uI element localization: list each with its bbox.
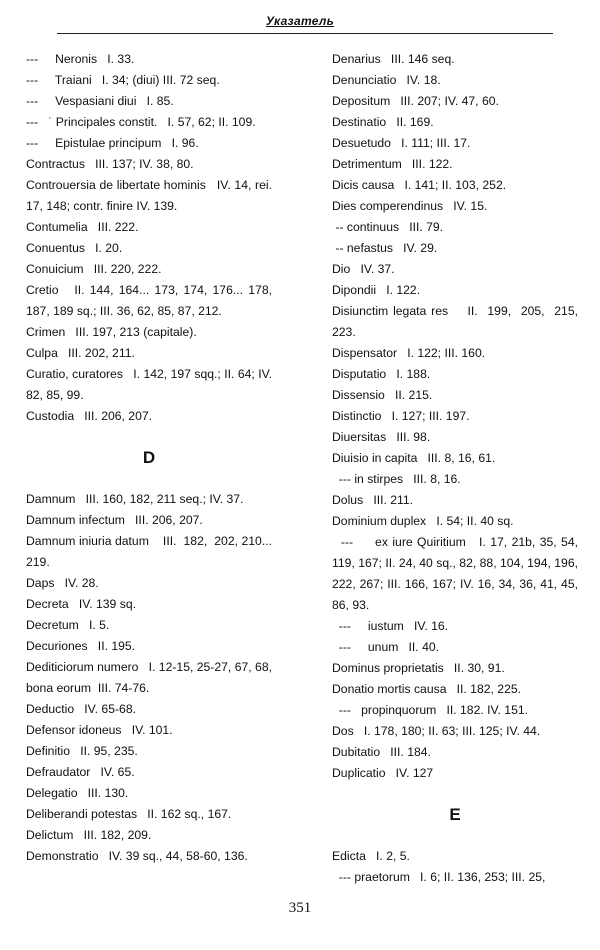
index-entry: --- unum II. 40. xyxy=(332,640,440,654)
index-entry: Delegatio III. 130. xyxy=(26,786,129,800)
index-entry: --- Epistulae principum I. 96. xyxy=(26,136,199,150)
index-entry: Desuetudo I. 111; III. 17. xyxy=(332,136,471,150)
index-entry: Contractus III. 137; IV. 38, 80. xyxy=(26,157,194,171)
index-entry: Conuentus I. 20. xyxy=(26,241,123,255)
right-entries-a xyxy=(332,49,582,784)
index-entry: Dediticiorum numero I. 12-15, 25-27, 67, 68, bona eorum III. 74-76. xyxy=(26,660,276,695)
index-entry: Deliberandi potestas II. 162 sq., 167. xyxy=(26,807,232,821)
index-entry: Controuersia de libertate hominis IV. 14, rei. 17, 148; contr. finire IV. 139. xyxy=(26,178,276,213)
index-entry: Daps IV. 28. xyxy=(26,576,99,590)
letter-heading-d: D xyxy=(142,448,156,467)
index-entry: Dio IV. 37. xyxy=(332,262,395,276)
index-entry: Donatio mortis causa II. 182, 225. xyxy=(332,682,522,696)
index-entry: Crimen III. 197, 213 (capitale). xyxy=(26,325,197,339)
index-entry: Delictum III. 182, 209. xyxy=(26,828,152,842)
index-entry: Damnum iniuria datum III. 182, 202, 210... 219. xyxy=(26,534,276,569)
index-entry: Decreta IV. 139 sq. xyxy=(26,597,136,611)
right-column xyxy=(332,49,582,888)
index-entry: Diuisio in capita III. 8, 16, 61. xyxy=(332,451,496,465)
index-entry: Deductio IV. 65-68. xyxy=(26,702,136,716)
index-entry: Diuersitas III. 98. xyxy=(332,430,431,444)
index-entry: Cretio II. 144, 164... 173, 174, 176... 178, 187, 189 sq.; III. 36, 62, 85, 87, 212. xyxy=(26,283,276,318)
index-entry: Dies comperendinus IV. 15. xyxy=(332,199,488,213)
index-entry: Disputatio I. 188. xyxy=(332,367,431,381)
index-entry: --- ˙ Principales constit. I. 57, 62; II. 109. xyxy=(26,115,256,129)
index-entry: Defensor idoneus IV. 101. xyxy=(26,723,173,737)
index-entry: -- continuus III. 79. xyxy=(332,220,444,234)
index-entry: -- nefastus IV. 29. xyxy=(332,241,438,255)
running-header: Указатель xyxy=(265,14,335,28)
index-entry: --- in stirpes III. 8, 16. xyxy=(332,472,461,486)
index-entry: Definitio II. 95, 235. xyxy=(26,744,138,758)
index-entry: Edicta I. 2, 5. xyxy=(332,849,410,863)
index-entry: Dipondii I. 122. xyxy=(332,283,421,297)
index-entry: Decretum I. 5. xyxy=(26,618,110,632)
index-entry: Conuicium III. 220, 222. xyxy=(26,262,162,276)
right-entries-b xyxy=(332,846,578,888)
index-entry: Dolus III. 211. xyxy=(332,493,414,507)
index-entry: --- praetorum I. 6; II. 136, 253; III. 25, xyxy=(332,870,546,884)
index-entry: Custodia III. 206, 207. xyxy=(26,409,153,423)
letter-heading-e: E xyxy=(449,805,461,824)
index-entry: Disiunctim legata res II. 199, 205, 215, 223. xyxy=(332,304,582,339)
left-entries-b xyxy=(26,489,276,867)
index-entry: --- Neronis I. 33. xyxy=(26,52,135,66)
page-number: 351 xyxy=(288,900,312,916)
index-entry: Depositum III. 207; IV. 47, 60. xyxy=(332,94,499,108)
index-entry: --- Vespasiani diui I. 85. xyxy=(26,94,174,108)
index-entry: Dissensio II. 215. xyxy=(332,388,433,402)
index-entry: Dominium duplex I. 54; II. 40 sq. xyxy=(332,514,514,528)
left-entries-a xyxy=(26,49,276,427)
index-entry: Demonstratio IV. 39 sq., 44, 58-60, 136. xyxy=(26,849,248,863)
index-entry: Damnum infectum III. 206, 207. xyxy=(26,513,203,527)
index-entry: Culpa III. 202, 211. xyxy=(26,346,135,360)
index-entry: --- Traiani I. 34; (diui) III. 72 seq. xyxy=(26,73,220,87)
index-entry: Destinatio II. 169. xyxy=(332,115,434,129)
index-entry: --- propinquorum II. 182. IV. 151. xyxy=(332,703,529,717)
index-entry: Dominus proprietatis II. 30, 91. xyxy=(332,661,505,675)
index-entry: Duplicatio IV. 127 xyxy=(332,766,434,780)
index-entry: Dubitatio III. 184. xyxy=(332,745,431,759)
index-entry: Damnum III. 160, 182, 211 seq.; IV. 37. xyxy=(26,492,244,506)
index-entry: Contumelia III. 222. xyxy=(26,220,139,234)
left-column xyxy=(26,49,276,867)
index-entry: Dos I. 178, 180; II. 63; III. 125; IV. 44. xyxy=(332,724,541,738)
index-entry: Denarius III. 146 seq. xyxy=(332,52,455,66)
index-entry: Distinctio I. 127; III. 197. xyxy=(332,409,470,423)
index-entry: Detrimentum III. 122. xyxy=(332,157,453,171)
index-entry: Dicis causa I. 141; II. 103, 252. xyxy=(332,178,507,192)
header-rule xyxy=(57,33,553,34)
index-entry: Dispensator I. 122; III. 160. xyxy=(332,346,486,360)
index-entry: Curatio, curatores I. 142, 197 sqq.; II. 64; IV. 82, 85, 99. xyxy=(26,367,276,402)
index-entry: --- ex iure Quiritium I. 17, 21b, 35, 54, 119, 167; II. 24, 40 sq., 82, 88, 104, 194, 196, 222, 267; III. 166, 167; IV. 16, 34, 36, 41, 45, 86, 93. xyxy=(332,535,582,612)
index-entry: Defraudator IV. 65. xyxy=(26,765,135,779)
index-entry: --- iustum IV. 16. xyxy=(332,619,449,633)
index-entry: Decuriones II. 195. xyxy=(26,639,136,653)
index-entry: Denunciatio IV. 18. xyxy=(332,73,441,87)
